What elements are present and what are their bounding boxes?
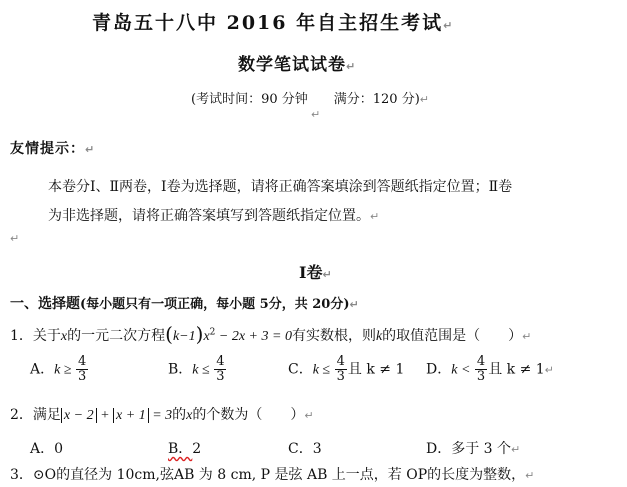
- exam-title: 青岛五十八中 2016 年自主招生考试↵: [92, 12, 455, 34]
- paragraph-mark-icon: ↵: [525, 469, 535, 482]
- tips-line-2: 为非选择题，请将正确答案填写到答题纸指定位置。↵: [48, 208, 380, 224]
- question-2-stem: 2．满足 x − 2 + x + 1 = 3的x的个数为（ ）↵: [10, 407, 314, 423]
- paragraph-mark-icon: ↵: [322, 268, 332, 281]
- paragraph-mark-icon: ↵: [522, 330, 532, 343]
- question-1-option-b: B．k ≤ $\frac{4}{3}$: [168, 354, 225, 384]
- tips-line-1: 本卷分Ⅰ、Ⅱ两卷，Ⅰ卷为选择题，请将正确答案填涂到答题纸指定位置；Ⅱ卷: [48, 179, 513, 195]
- question-1-option-c: C．k ≤ $\frac{4}{3}$ 且 k ≠ 1: [288, 354, 405, 384]
- part-one-title: Ⅰ卷↵: [299, 263, 332, 282]
- exam-subtitle: 数学笔试试卷↵: [238, 55, 357, 75]
- question-1-option-a: A．k ≥ $\frac{4}{3}$: [30, 354, 87, 384]
- question-3-stem: 3．⊙O的直径为 10cm,弦AB 为 8 cm, P 是弦 AB 上一点，若 OP的长度为整数，↵: [10, 467, 535, 483]
- fraction: $\frac{4}{3}$: [216, 354, 225, 384]
- exam-info: (考试时间：90 分钟 满分：120 分)↵: [191, 92, 429, 107]
- fraction: $\frac{4}{3}$: [476, 354, 486, 384]
- paragraph-mark-icon: ↵: [349, 298, 359, 311]
- paragraph-mark-icon: ↵: [544, 363, 554, 377]
- fraction: $\frac{4}{3}$: [78, 354, 87, 384]
- question-2-option-c: C．3: [288, 441, 322, 457]
- paragraph-mark-icon: ↵: [10, 232, 20, 245]
- question-1-stem: 1．关于x的一元二次方程$(k-1)x^2 - 2x + 3 = 0$有实数根，则k的取值范围是（ ）↵: [10, 322, 532, 346]
- paragraph-mark-icon: ↵: [346, 60, 357, 73]
- section-title: 一、选择题(每小题只有一项正确，每小题 5分，共 20分)↵: [10, 296, 359, 312]
- paragraph-mark-icon: ↵: [443, 19, 455, 32]
- fraction: $\frac{4}{3}$: [336, 354, 345, 384]
- paragraph-mark-icon: ↵: [511, 443, 521, 456]
- paragraph-mark-icon: ↵: [85, 143, 96, 156]
- question-1-option-d: D．k < $\frac{4}{3}$ 且 k ≠ 1↵: [426, 354, 554, 384]
- tips-heading: 友情提示：↵: [10, 141, 96, 157]
- paragraph-mark-icon: ↵: [311, 108, 321, 121]
- question-2-option-a: A．0: [30, 441, 64, 457]
- question-2-option-d: D．多于 3 个↵: [426, 441, 521, 457]
- paragraph-mark-icon: ↵: [419, 93, 429, 106]
- question-2-option-b: B．2: [168, 441, 202, 457]
- paragraph-mark-icon: ↵: [370, 210, 380, 223]
- paragraph-mark-icon: ↵: [304, 409, 314, 422]
